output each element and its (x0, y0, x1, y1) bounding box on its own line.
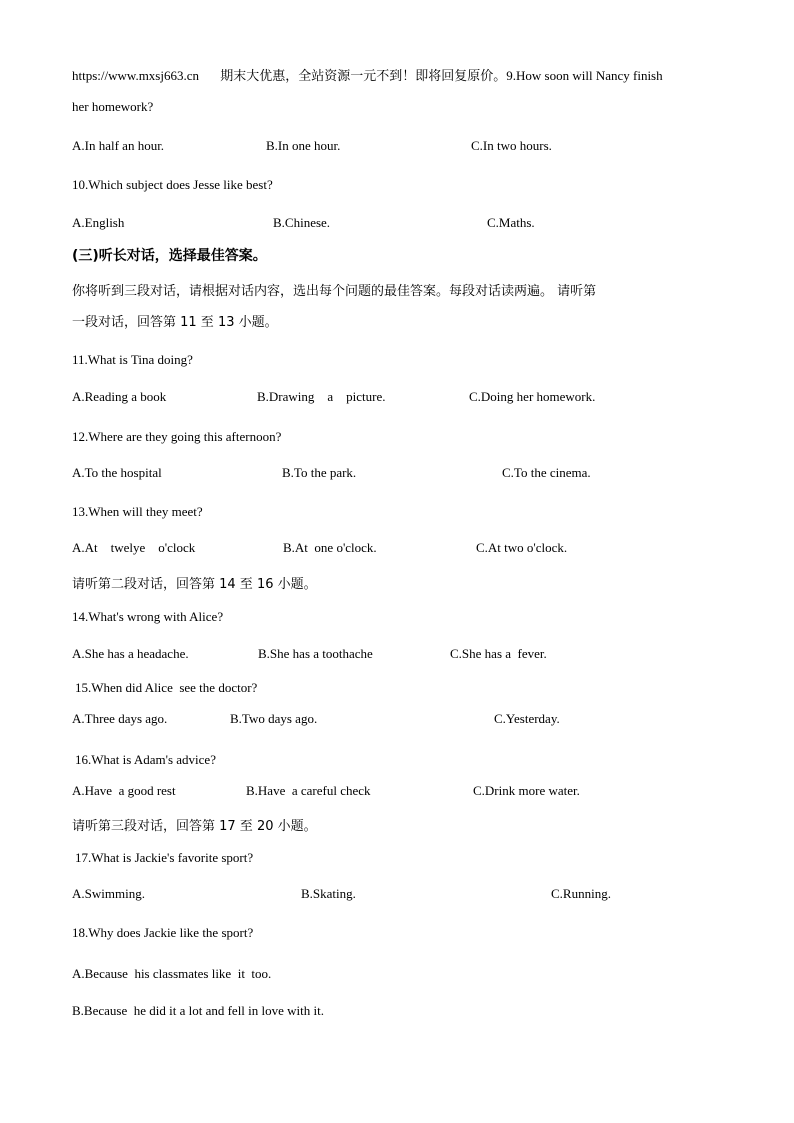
question-14: 14.What's wrong with Alice? (72, 609, 224, 624)
q15-option-a: A.Three days ago. (72, 711, 168, 726)
q12-option-a: A.To the hospital (72, 465, 162, 480)
q10-option-c: C.Maths. (487, 215, 535, 230)
q11-option-c: C.Doing her homework. (469, 389, 596, 404)
q18-option-b: B.Because he did it a lot and fell in love with it. (72, 1003, 325, 1018)
question-9-text: 9.How soon will Nancy finish (506, 68, 663, 83)
q10-option-b: B.Chinese. (273, 215, 331, 230)
q13-option-a: A.At twelye o'clock (72, 540, 196, 555)
q14-option-a: A.She has a headache. (72, 646, 189, 661)
question-11: 11.What is Tina doing? (72, 352, 193, 367)
q17-option-c: C.Running. (551, 886, 611, 901)
q11-option-a: A.Reading a book (72, 389, 167, 404)
section-heading: (三)听长对话，选择最佳答案。 (72, 248, 267, 264)
section-instructions-2: 一段对话，回答第 11 至 13 小题。 (72, 315, 278, 330)
section-instructions-1: 你将听到三段对话，请根据对话内容，选出每个问题的最佳答案。每段对话读两遍。 请听第 (72, 284, 597, 299)
q14-option-b: B.She has a toothache (258, 646, 373, 661)
question-13: 13.When will they meet? (72, 504, 203, 519)
q12-option-c: C.To the cinema. (502, 465, 591, 480)
promo-text: 期末大优惠，全站资源一元不到！即将回复原价。 (220, 69, 507, 84)
q10-option-a: A.English (72, 215, 125, 230)
question-17: 17.What is Jackie's favorite sport? (75, 850, 254, 865)
q17-option-b: B.Skating. (301, 886, 356, 901)
q9-option-c: C.In two hours. (471, 138, 552, 153)
question-15: 15.When did Alice see the doctor? (75, 680, 258, 695)
q16-option-a: A.Have a good rest (72, 783, 176, 798)
q13-option-c: C.At two o'clock. (476, 540, 568, 555)
question-18: 18.Why does Jackie like the sport? (72, 925, 254, 940)
q11-option-b: B.Drawing a picture. (257, 389, 386, 404)
site-url[interactable]: https://www.mxsj663.cn (72, 68, 199, 83)
question-10: 10.Which subject does Jesse like best? (72, 177, 273, 192)
dialog-2-instruction: 请听第二段对话，回答第 14 至 16 小题。 (72, 577, 317, 592)
q14-option-c: C.She has a fever. (450, 646, 547, 661)
q17-option-a: A.Swimming. (72, 886, 145, 901)
q12-option-b: B.To the park. (282, 465, 357, 480)
q9-option-a: A.In half an hour. (72, 138, 165, 153)
question-16: 16.What is Adam's advice? (75, 752, 216, 767)
q13-option-b: B.At one o'clock. (283, 540, 377, 555)
question-12: 12.Where are they going this afternoon? (72, 429, 282, 444)
q16-option-c: C.Drink more water. (473, 783, 580, 798)
q15-option-b: B.Two days ago. (230, 711, 318, 726)
q18-option-a: A.Because his classmates like it too. (72, 966, 272, 981)
q15-option-c: C.Yesterday. (494, 711, 560, 726)
q9-option-b: B.In one hour. (266, 138, 341, 153)
q16-option-b: B.Have a careful check (246, 783, 371, 798)
question-9-continued: her homework? (72, 99, 154, 114)
dialog-3-instruction: 请听第三段对话，回答第 17 至 20 小题。 (72, 819, 317, 834)
header-line (72, 68, 663, 85)
